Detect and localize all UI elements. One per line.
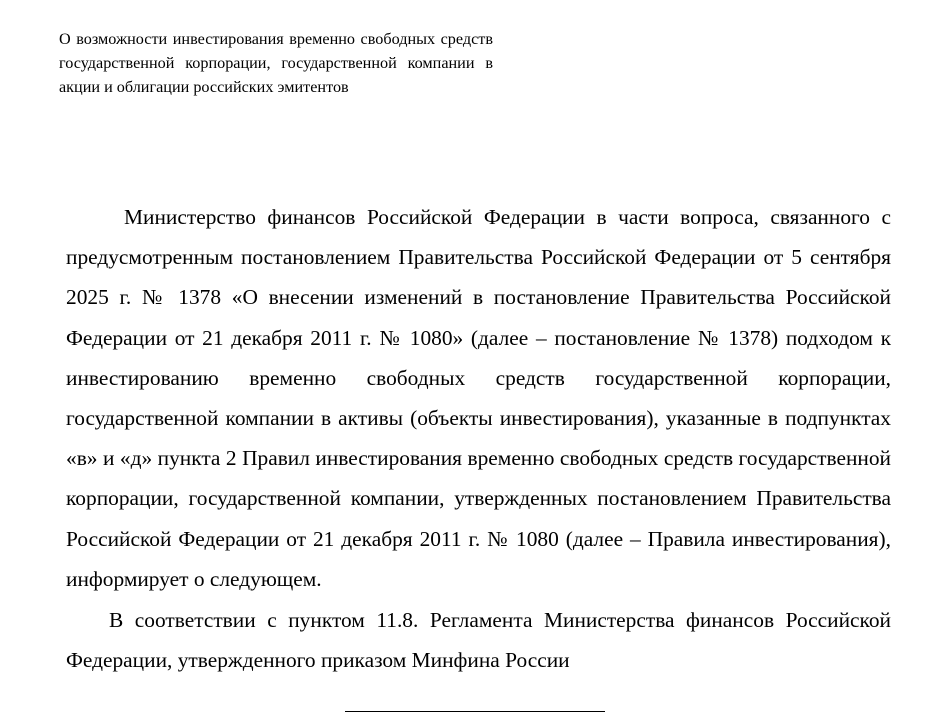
document-subject: О возможности инвестирования временно свободных средств государственной корпорации, государственной компании в акции и облигации российских эмитентов [59, 30, 493, 96]
paragraph-regulation-reference: В соответствии с пунктом 11.8. Регламента Министерства финансов Российской Федерации, утвержденного приказом Минфина России [66, 608, 891, 673]
document-body [66, 197, 891, 680]
fill-in-line [345, 711, 605, 712]
paragraph-ministry-information: Министерство финансов Российской Федерации в части вопроса, связанного с предусмотренным постановлением Правительства Российской Федерации от 5 сентября 2025 г. № 1378 «О внесении изменений в постановление Правительства Российской Федерации от 21 декабря 2011 г. № 1080» (далее – постановление № 1378) подходом к инвестированию временно свободных средств государственной корпорации, государственной компании в активы (объекты инвестирования), указанные в подпунктах «в» и «д» пункта 2 Правил инвестирования временно свободных средств государственной корпорации, государственной компании, утвержденных постановлением Правительства Российской Федерации от 21 декабря 2011 г. № 1080 (далее – Правила инвестирования), информирует о следующем. [66, 205, 891, 591]
